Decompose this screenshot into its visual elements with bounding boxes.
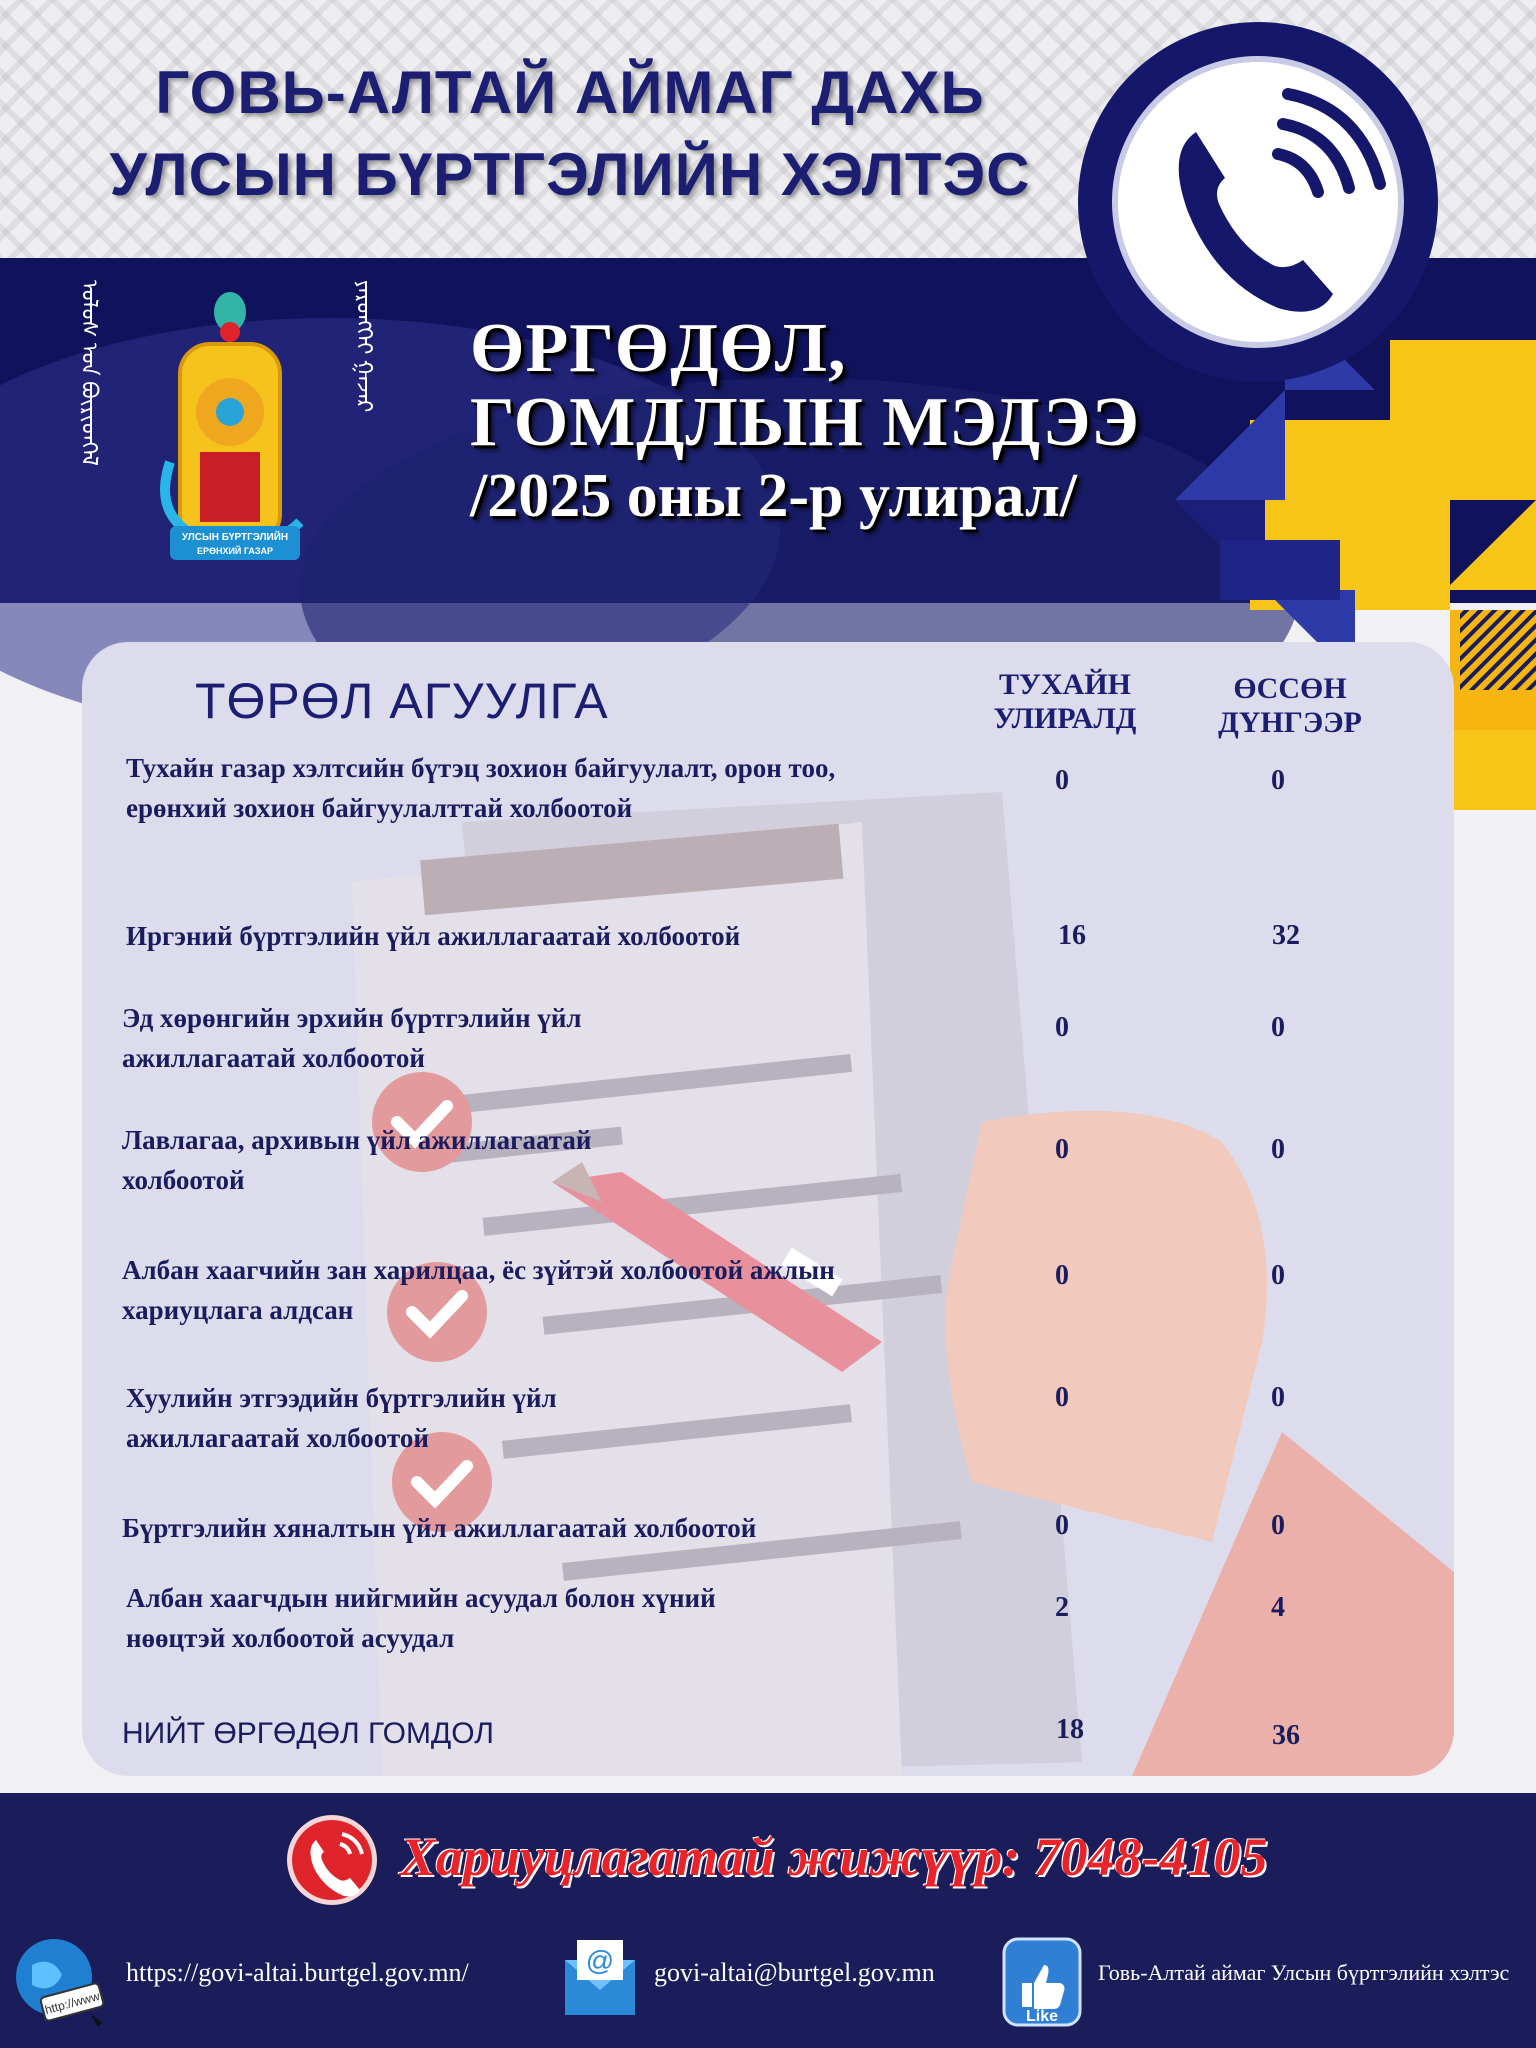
cumulative-value: 0	[1271, 1134, 1285, 1165]
website-link[interactable]: https://govi-altai.burtgel.gov.mn/	[126, 1958, 469, 1987]
table-row-label: Иргэний бүртгэлийн үйл ажиллагаатай холбоотой	[126, 921, 741, 951]
quarter-value: 0	[1055, 765, 1069, 796]
email-link[interactable]: govi-altai@burtgel.gov.mn	[654, 1958, 935, 1987]
table-row-label: Албан хаагчийн зан харилцаа, ёс зүйтэй холбоотой ажлын хариуцлага алдсан	[122, 1255, 835, 1325]
svg-text:@: @	[585, 1945, 615, 1976]
cumulative-value: 0	[1271, 1382, 1285, 1413]
cumulative-value: 0	[1271, 1510, 1285, 1541]
category-header: ТӨРӨЛ АГУУЛГА	[195, 673, 609, 729]
cumulative-value: 0	[1271, 1260, 1285, 1291]
table-row-label: Албан хаагчдын нийгмийн асуудал болон хүний нөөцтэй холбоотой асуудал	[126, 1583, 716, 1653]
hotline-text: Хариуцлагатай жижүүр: 7048-4105	[400, 1827, 1268, 1887]
table-row-label: Тухайн газар хэлтсийн бүтэц зохион байгуулалт, орон тоо, ерөнхий зохион байгуулалттай холбоотой	[126, 753, 836, 823]
hotline-phone-icon	[292, 1820, 372, 1900]
quarter-value: 0	[1055, 1260, 1069, 1291]
logo-caption-1: УЛСЫН БҮРТГЭЛИЙН	[181, 532, 289, 543]
total-quarter-value: 18	[1056, 1714, 1084, 1745]
cumulative-value: 0	[1271, 1012, 1285, 1043]
report-heading	[470, 312, 1140, 532]
table-row-label: Хуулийн этгээдийн бүртгэлийн үйл ажиллагаатай холбоотой	[126, 1383, 557, 1453]
heading-line1: ӨРГӨДӨЛ,	[470, 310, 847, 387]
phone-circle	[1112, 56, 1404, 348]
cumulative-value: 0	[1271, 765, 1285, 796]
cumulative-value: 32	[1272, 920, 1300, 951]
agency-logo	[150, 282, 320, 572]
like-label: Like	[1025, 2008, 1059, 2025]
organization-title	[100, 52, 1040, 216]
quarter-value: 16	[1058, 920, 1086, 951]
org-title-line1: ГОВЬ-АЛТАЙ АЙМАГ ДАХЬ	[155, 59, 985, 126]
facebook-page-link[interactable]: Говь-Алтай аймаг Улсын бүртгэлийн хэлтэс	[1098, 1960, 1510, 1985]
quarter-value: 0	[1055, 1012, 1069, 1043]
total-cumulative-value: 36	[1272, 1720, 1300, 1751]
heading-period: /2025 оны 2-р улирал/	[470, 462, 1077, 530]
globe-icon	[12, 1935, 112, 2035]
phone-icon	[1118, 62, 1398, 342]
mongolian-script-right: ᠶᠡᠷᠦᠩᠬᠡᠢ ᠭᠠᠵᠠᠷ	[352, 280, 377, 413]
quarter-value: 0	[1055, 1510, 1069, 1541]
quarter-value: 2	[1055, 1592, 1069, 1623]
table-row-label: Лавлагаа, архивын үйл ажиллагаатай холбоотой	[122, 1125, 592, 1195]
table-row-label: Бүртгэлийн хяналтын үйл ажиллагаатай холбоотой	[122, 1513, 757, 1543]
org-title-line2: УЛСЫН БҮРТГЭЛИЙН ХЭЛТЭС	[109, 141, 1031, 208]
total-label: НИЙТ ӨРГӨДӨЛ ГОМДОЛ	[122, 1717, 494, 1750]
column-header-quarter: ТУХАЙН УЛИРАЛД	[993, 668, 1137, 735]
www-label: http://www	[43, 1988, 102, 2017]
mongolian-script-left: ᠤᠯᠤᠰ ᠤᠨ ᠪᠦᠷᠢᠳᠬᠡᠯ	[77, 280, 102, 466]
email-icon	[555, 1930, 645, 2030]
column-header-cumulative: ӨССӨН ДҮНГЭЭР	[1218, 672, 1362, 739]
quarter-value: 0	[1055, 1382, 1069, 1413]
cumulative-value: 4	[1271, 1592, 1285, 1623]
table-row-label: Эд хөрөнгийн эрхийн бүртгэлийн үйл ажиллагаатай холбоотой	[122, 1003, 582, 1073]
heading-line2: ГОМДЛЫН МЭДЭЭ	[470, 384, 1140, 461]
quarter-value: 0	[1055, 1134, 1069, 1165]
logo-caption-2: ЕРӨНХИЙ ГАЗАР	[196, 546, 274, 556]
facebook-like-icon	[1000, 1935, 1084, 2030]
